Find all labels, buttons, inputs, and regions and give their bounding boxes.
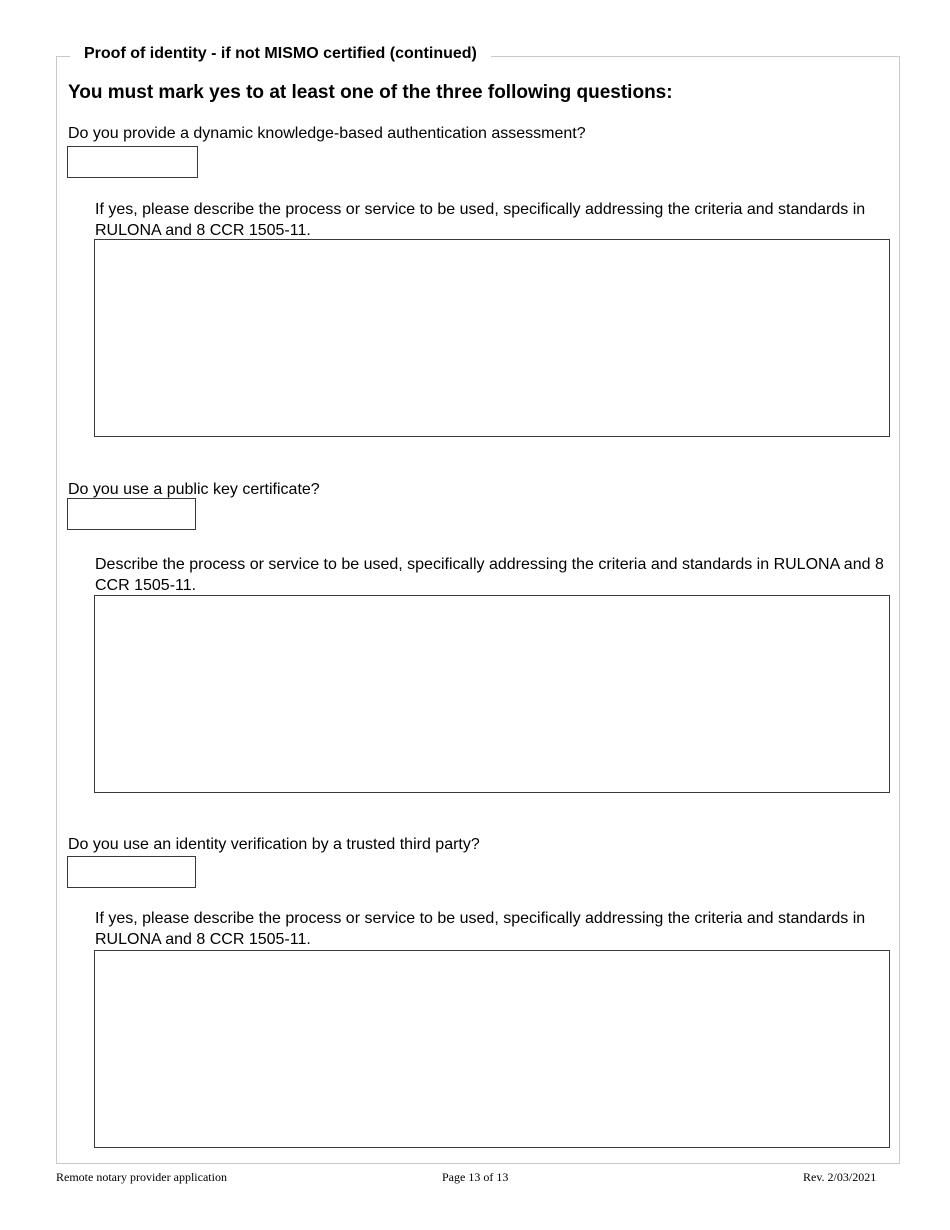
section-legend: Proof of identity - if not MISMO certified (continued) bbox=[70, 44, 491, 64]
footer-revision: Rev. 2/03/2021 bbox=[803, 1170, 877, 1184]
question-pki-prompt: Describe the process or service to be used, specifically addressing the criteria and standards in RULONA and 8 CCR 1505-11. bbox=[95, 556, 884, 594]
footer-page-number: Page 13 of 13 bbox=[442, 1170, 509, 1184]
section-heading: You must mark yes to at least one of the three following questions: bbox=[68, 82, 673, 103]
question-pki-description-field[interactable] bbox=[94, 595, 890, 793]
question-third-party-label: Do you use an identity verification by a trusted third party? bbox=[68, 836, 480, 853]
question-third-party-description-field[interactable] bbox=[94, 950, 890, 1148]
footer-form-title: Remote notary provider application bbox=[56, 1170, 227, 1184]
question-kba-description-field[interactable] bbox=[94, 239, 890, 437]
question-third-party-prompt: If yes, please describe the process or service to be used, specifically addressing the criteria and standards in RULONA and 8 CCR 1505-11. bbox=[95, 910, 866, 948]
question-kba-answer-field[interactable] bbox=[67, 146, 198, 178]
question-kba-label: Do you provide a dynamic knowledge-based authentication assessment? bbox=[68, 125, 586, 142]
question-kba-prompt: If yes, please describe the process or service to be used, specifically addressing the criteria and standards in RULONA and 8 CCR 1505-11. bbox=[95, 201, 866, 239]
question-third-party-answer-field[interactable] bbox=[67, 856, 196, 888]
question-pki-answer-field[interactable] bbox=[67, 498, 196, 530]
question-pki-label: Do you use a public key certificate? bbox=[68, 481, 320, 498]
